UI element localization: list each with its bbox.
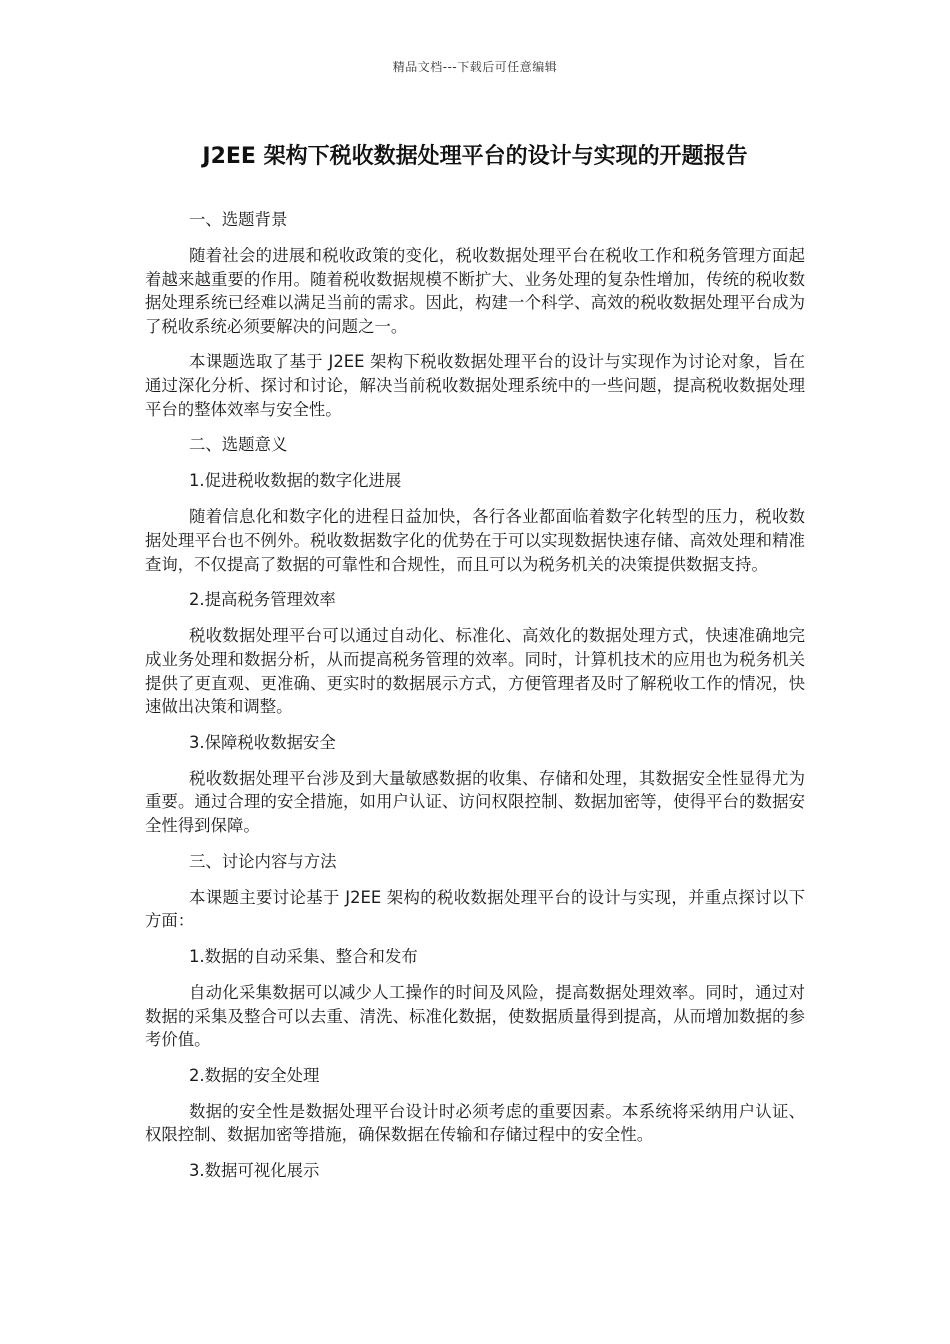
section-heading-significance: 二、选题意义 bbox=[189, 435, 288, 455]
header-note: 精品文档---下载后可任意编辑 bbox=[392, 60, 558, 74]
subheading-data-collection: 1.数据的自动采集、整合和发布 bbox=[189, 946, 418, 966]
paragraph-digitization: 随着信息化和数字化的进程日益加快，各行各业都面临着数字化转型的压力，税收数据处理平台也不例外。税收数据数字化的优势在于可以实现数据快速存储、高效处理和精准查询，不仅提高了数据的可靠性和合规性，而且可以为税务机关的决策提供数据支持。 bbox=[145, 507, 805, 574]
paragraph-data-security: 数据的安全性是数据处理平台设计时必须考虑的重要因素。本系统将采纳用户认证、权限控制、数据加密等措施，确保数据在传输和存储过程中的安全性。 bbox=[145, 1101, 805, 1145]
subheading-visualization: 3.数据可视化展示 bbox=[189, 1161, 320, 1180]
paragraph-background-1: 随着社会的进展和税收政策的变化，税收数据处理平台在税收工作和税务管理方面起着越来越重要的作用。随着税收数据规模不断扩大、业务处理的复杂性增加，传统的税收数据处理系统已经难以满足当前的需求。因此，构建一个科学、高效的税收数据处理平台成为了税收系统必须要解决的问题之一。 bbox=[145, 246, 805, 336]
document-body bbox=[145, 208, 805, 1195]
paragraph-research-intro: 本课题主要讨论基于 J2EE 架构的税收数据处理平台的设计与实现，并重点探讨以下方面： bbox=[145, 887, 805, 931]
subheading-efficiency: 2.提高税务管理效率 bbox=[189, 590, 336, 610]
section-heading-research: 三、讨论内容与方法 bbox=[189, 851, 337, 871]
paragraph-data-collection: 自动化采集数据可以减少人工操作的时间及风险，提高数据处理效率。同时，通过对数据的采集及整合可以去重、清洗、标准化数据，使数据质量得到提高，从而增加数据的参考价值。 bbox=[145, 982, 805, 1050]
paragraph-efficiency: 税收数据处理平台可以通过自动化、标准化、高效化的数据处理方式，快速准确地完成业务处理和数据分析，从而提高税务管理的效率。同时，计算机技术的应用也为税务机关提供了更直观、更准确、更实时的数据展示方式，方便管理者及时了解税收工作的情况，快速做出决策和调整。 bbox=[145, 626, 805, 717]
subheading-data-security: 2.数据的安全处理 bbox=[189, 1065, 320, 1085]
subheading-security: 3.保障税收数据安全 bbox=[189, 732, 336, 752]
paragraph-background-2: 本课题选取了基于 J2EE 架构下税收数据处理平台的设计与实现作为讨论对象，旨在通过深化分析、探讨和讨论，解决当前税收数据处理系统中的一些问题，提高税收数据处理平台的整体效率与安全性。 bbox=[145, 352, 805, 419]
section-heading-background: 一、选题背景 bbox=[189, 210, 288, 229]
paragraph-security: 税收数据处理平台涉及到大量敏感数据的收集、存储和处理，其数据安全性显得尤为重要。通过合理的安全措施，如用户认证、访问权限控制、数据加密等，使得平台的数据安全性得到保障。 bbox=[145, 768, 805, 835]
subheading-digitization: 1.促进税收数据的数字化进展 bbox=[189, 471, 402, 491]
document-title: J2EE 架构下税收数据处理平台的设计与实现的开题报告 bbox=[202, 144, 748, 169]
